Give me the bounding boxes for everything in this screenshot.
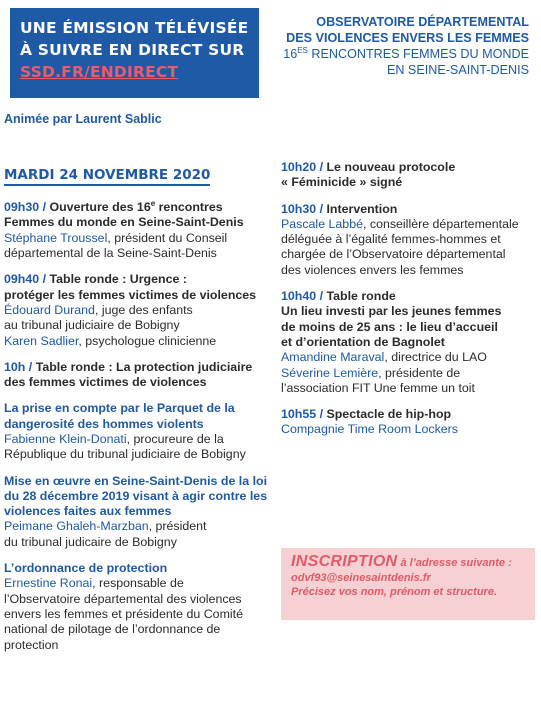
speaker-name: Édouard Durand [4,302,95,317]
event-title-line-2: EN SEINE-SAINT-DENIS [386,63,529,77]
registration-note: Précisez vos nom, prénom et structure. [291,586,498,598]
program-item: 09h40 / Table ronde : Urgence : protéger les femmes victimes de violences Édouard Durand, juge des enfants au tribunal judiciaire de Bobigny Karen Sadlier, psychologue clinicienne [4,272,257,348]
item-time: 10h20 / [281,160,324,174]
program-right-column [281,160,535,449]
item-time: 10h40 / [281,289,324,304]
item-title: L’ordonnance de protection [4,561,168,576]
program-item: 10h30 / Intervention Pascale Labbé, conseillère départementale déléguée à l’égalité femmes-hommes et chargée de l’Observatoire départemental des violences envers les femmes [281,201,519,277]
item-title: La prise en compte par le Parquet de la [4,401,235,416]
event-title-line-1: $16^{ES}$ RENCONTRES FEMMES DU MONDE [283,46,529,61]
speaker-name: Amandine Maraval [281,350,385,365]
program-item: La prise en compte par le Parquet de la dangerosité des hommes violents Fabienne Klein-Donati, procureure de la République du tribunal judiciaire de Bobigny [4,401,269,462]
registration-box: INSCRIPTION à l’adresse suivante : odvf93@seinesaintdenis.fr Précisez vos nom, prénom et structure. [281,548,535,620]
banner-line-2: À SUIVRE EN DIRECT SUR [20,41,245,59]
program-item: 10h40 / Table ronde Un lieu investi par les jeunes femmes de moins de 25 ans : le lieu d’accueil et d’orientation de Bagnolet Amandine Maraval, directrice du LAO Séverine Lemière, présidente de l’association FIT Une femme un toit [281,289,502,395]
item-title: Ouverture des 16e rencontres [46,199,223,215]
host-credit: Animée par Laurent Sablic [4,112,162,126]
program-left-column [4,166,269,664]
speaker-name: Peimane Ghaleh-Marzban [4,519,149,534]
live-stream-link[interactable]: SSD.FR/ENDIRECT [20,63,179,81]
speaker-name: Ernestine Ronai [4,576,93,591]
event-header [269,14,529,78]
registration-email-link[interactable]: odvf93@seinesaintdenis.fr [291,571,431,584]
speaker-name: Pascale Labbé [281,216,363,231]
org-name-line-1: OBSERVATOIRE DÉPARTEMENTAL [316,15,529,29]
item-time: 09h30 / [4,200,47,215]
speaker-name: Fabienne Klein-Donati [4,431,127,446]
speaker-name: Stéphane Troussel [4,230,108,245]
program-item: 10h55 / Spectacle de hip-hop Compagnie Time Room Lockers [281,407,535,438]
speaker-name: Séverine Lemière [281,365,379,380]
org-name-line-2: DES VIOLENCES ENVERS LES FEMMES [286,31,529,45]
program-item: 09h30 / Ouverture des 16e rencontres Femmes du monde en Seine-Saint-Denis Stéphane Troussel, président du Conseil départemental de la Seine-Saint-Denis [4,199,244,261]
item-title: Mise en œuvre en Seine-Saint-Denis de la loi [4,473,268,488]
item-time: 10h / [4,359,33,374]
program-item: Mise en œuvre en Seine-Saint-Denis de la loi du 28 décembre 2019 visant à agir contre les violences faites aux femmes Peimane Ghaleh-Marzban, président du tribunal judicaire de Bobigny [4,473,268,549]
program-item: L’ordonnance de protection Ernestine Ronai, responsable de l’Observatoire départemental des violences envers les femmes et présidente du Comité national de pilotage de l’ordonnance de protection [4,561,269,653]
broadcast-banner [10,8,259,98]
registration-label: INSCRIPTION [291,553,398,570]
program-item: 10h / Table ronde : La protection judiciaire des femmes victimes de violences [4,359,253,390]
banner-line-1: UNE ÉMISSION TÉLÉVISÉE [20,19,249,37]
item-time: 10h55 / [281,407,324,422]
program-date: MARDI 24 NOVEMBRE 2020 [4,167,210,186]
program-item: 10h20 / Le nouveau protocole « Féminicide » signé [281,160,456,190]
item-time: 10h30 / [281,201,324,216]
item-time: 09h40 / [4,272,47,287]
speaker-name: Karen Sadlier [4,333,79,348]
performer-name: Compagnie Time Room Lockers [281,422,458,437]
